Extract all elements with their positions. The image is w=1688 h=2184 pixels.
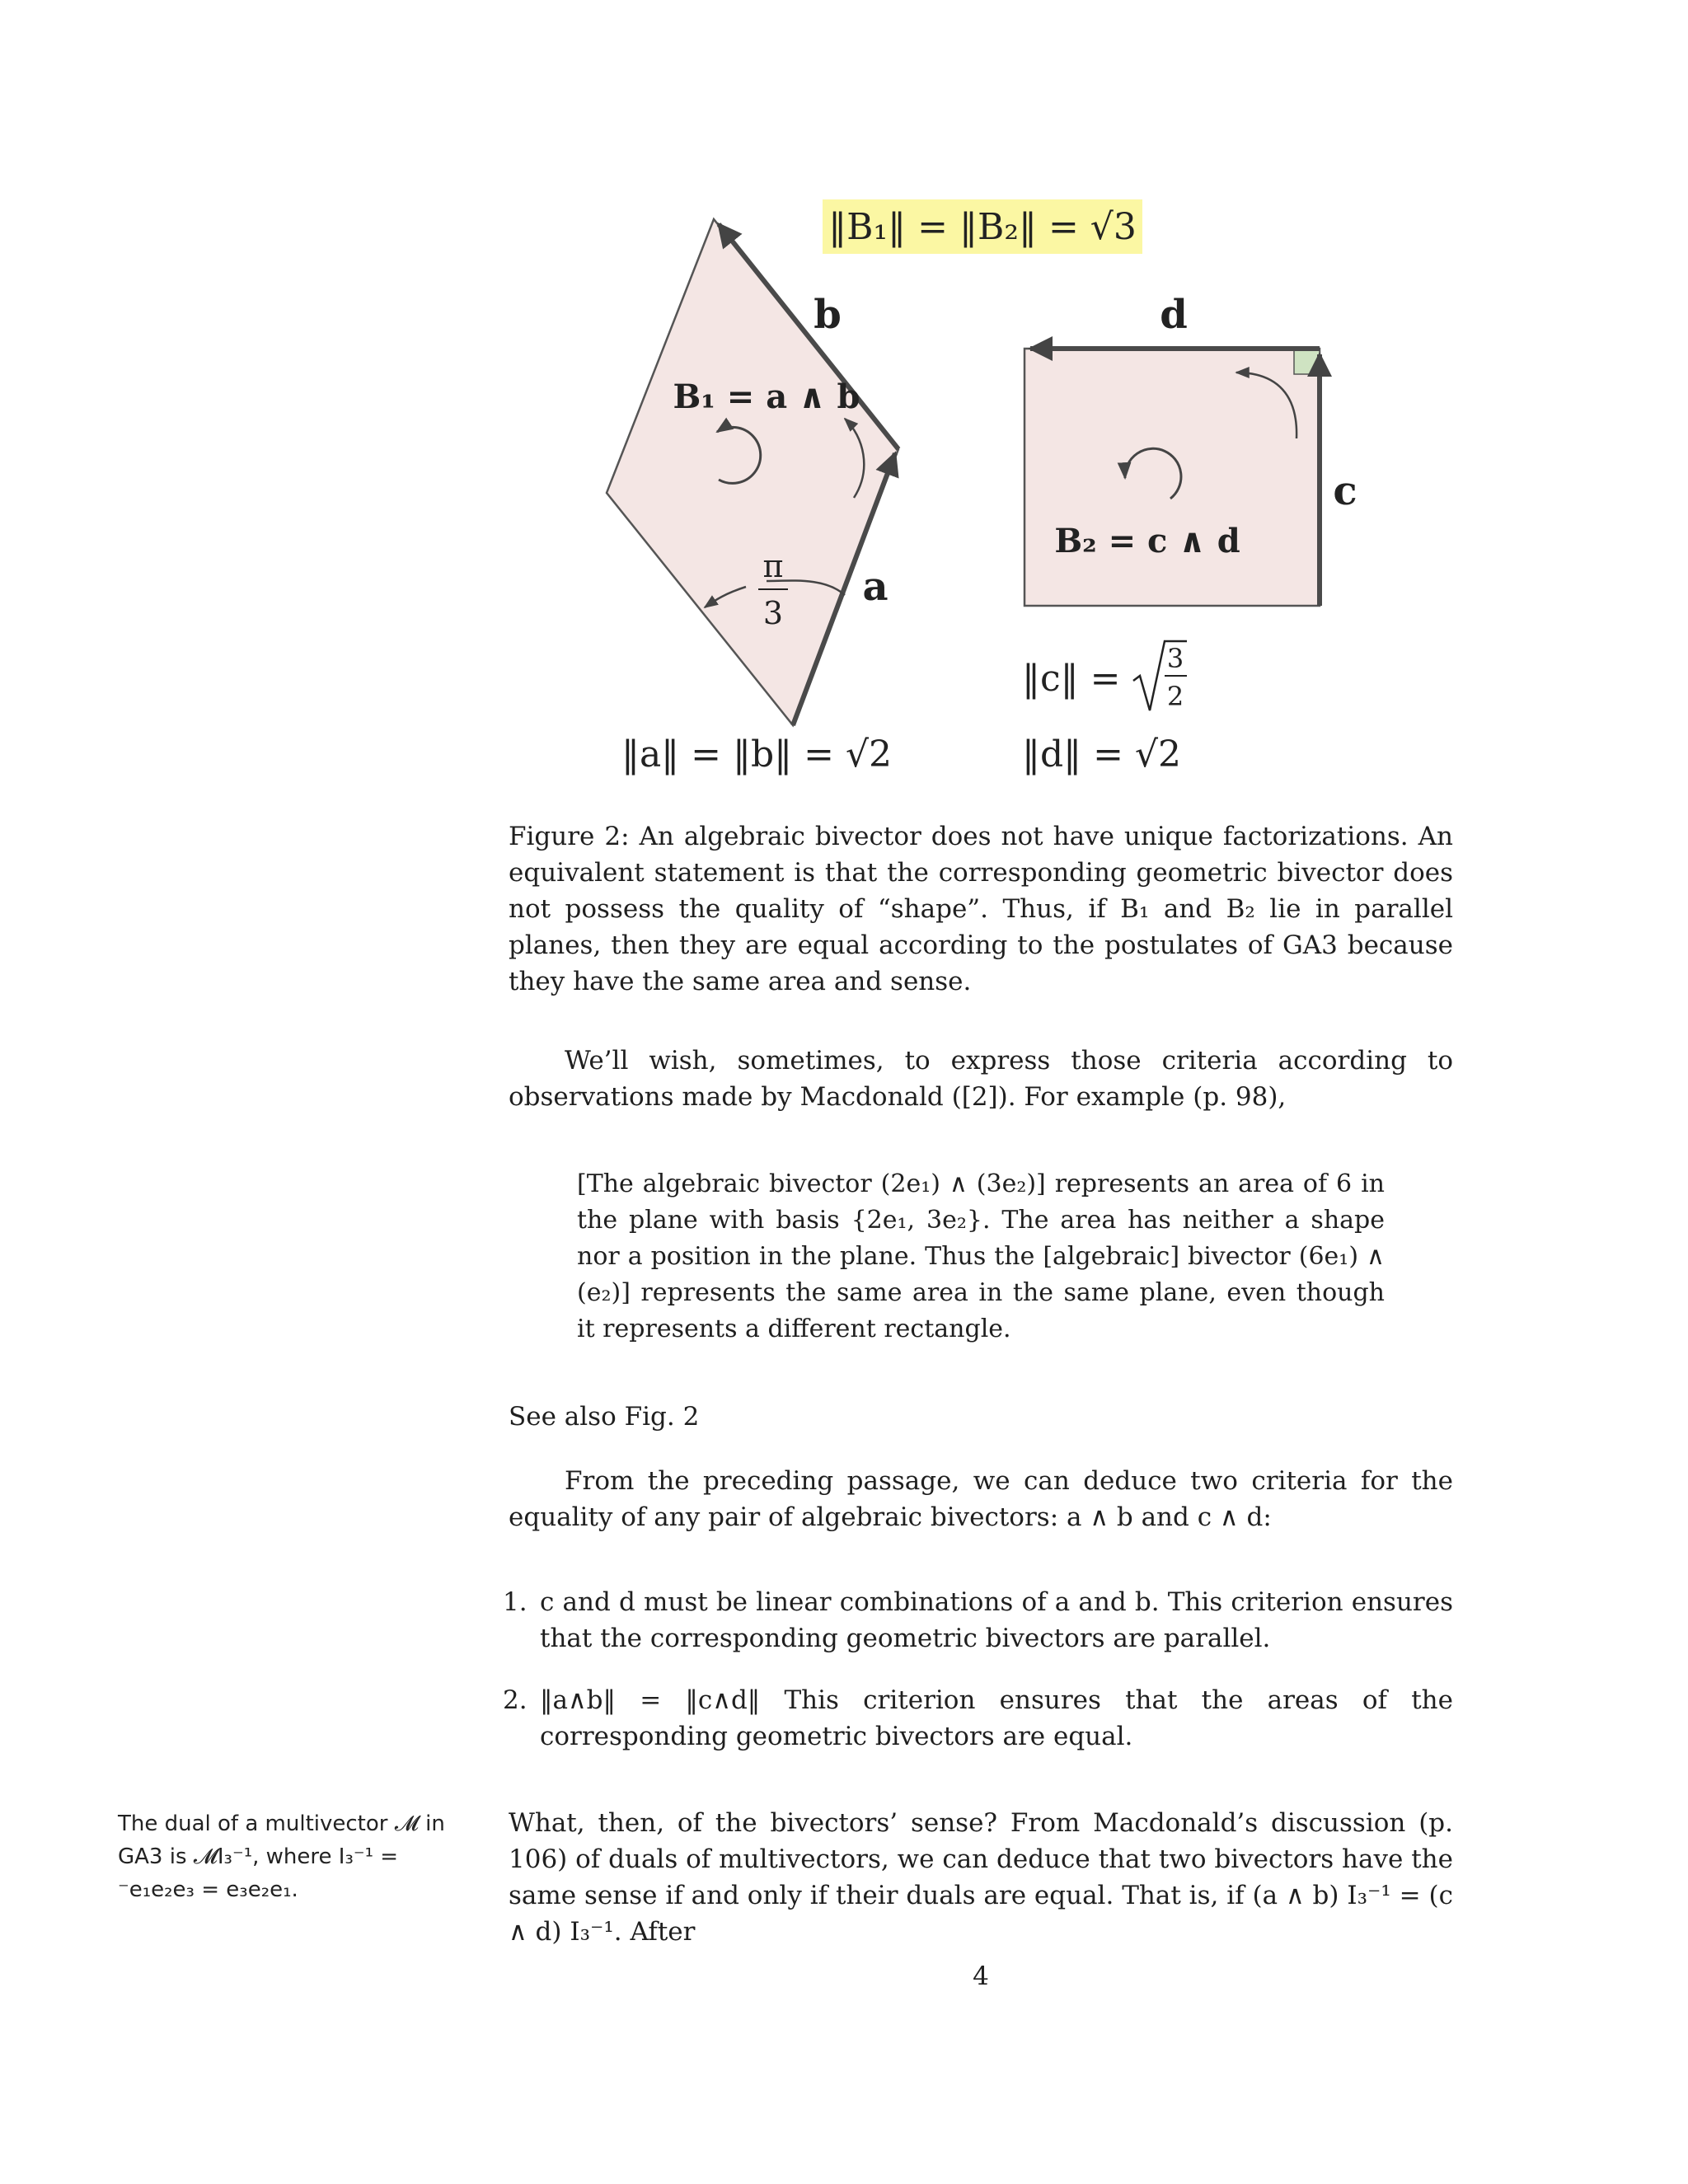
list-item [503,1682,1453,1755]
norm-ab-equation: ‖a‖ = ‖b‖ = √2 [621,733,893,776]
figure-2 [0,0,1688,824]
paragraph-1: We’ll wish, sometimes, to express those criteria according to observations made by Macdonald ([2]). For example (p. 98), [509,1046,1453,1112]
highlight-equation: ‖B₁‖ = ‖B₂‖ = √3 [828,206,1137,248]
page-number: 4 [973,1961,989,1991]
list-item-number: 2. [503,1685,528,1715]
vector-c-label: c [1333,468,1357,514]
paragraph-3: What, then, of the bivectors’ sense? From Macdonald’s discussion (p. 106) of duals of multivectors, we can deduce that two bivectors have the same sense if and only if their duals are equal. That is, if (a ∧ b) I₃⁻¹ = (c ∧ d) I₃⁻¹. After [509,1808,1453,1947]
norm-d-equation: ‖d‖ = √2 [1022,733,1182,776]
vector-b-label: b [814,292,842,338]
norm-c-numerator: 3 [1166,643,1184,674]
vector-a-label: a [862,564,889,610]
bivector-b2-area [1025,349,1320,606]
bivector-b1-label: B₁ = a ∧ b [673,377,860,416]
right-angle-marker [1294,349,1320,374]
list-item-text: ‖a∧b‖ = ‖c∧d‖ This criterion ensures that the areas of the corresponding geometric bivectors are equal. [540,1685,1453,1751]
norm-c-lhs: ‖c‖ = [1022,658,1121,700]
bivector-b2-label: B₂ = c ∧ d [1054,522,1240,560]
margin-note: The dual of a multivector 𝓜 in GA3 is 𝓜I₃⁻¹, where I₃⁻¹ = ⁻e₁e₂e₃ = e₃e₂e₁. [118,1811,445,1902]
norm-c-denominator: 2 [1166,681,1184,712]
angle-denominator: 3 [762,595,784,631]
block-quote: [The algebraic bivector (2e₁) ∧ (3e₂)] represents an area of 6 in the plane with basis {2e₁, 3e₂}. The area has neither a shape nor a position in the plane. Thus the [algebraic] bivector (6e₁) ∧ (e₂)] represents the same area in the same plane, even though it represents a different rectangle. [577,1169,1385,1343]
angle-numerator: π [762,548,784,584]
see-also-line: See also Fig. 2 [509,1402,700,1432]
list-item-number: 1. [503,1587,528,1617]
paragraph-2: From the preceding passage, we can deduce two criteria for the equality of any pair of algebraic bivectors: a ∧ b and c ∧ d: [509,1466,1453,1532]
vector-d-label: d [1160,292,1188,338]
list-item-text: c and d must be linear combinations of a and b. This criterion ensures that the corresponding geometric bivectors are parallel. [540,1587,1453,1653]
figure-caption: Figure 2: An algebraic bivector does not have unique factorizations. An equivalent statement is that the corresponding geometric bivector does not possess the quality of “shape”. Thus, if B₁ and B₂ lie in parallel planes, then they are equal according to the postulates of GA3 because they have the same area and sense. [509,822,1453,996]
bivector-b1-area [607,219,898,725]
list-item [503,1584,1453,1657]
